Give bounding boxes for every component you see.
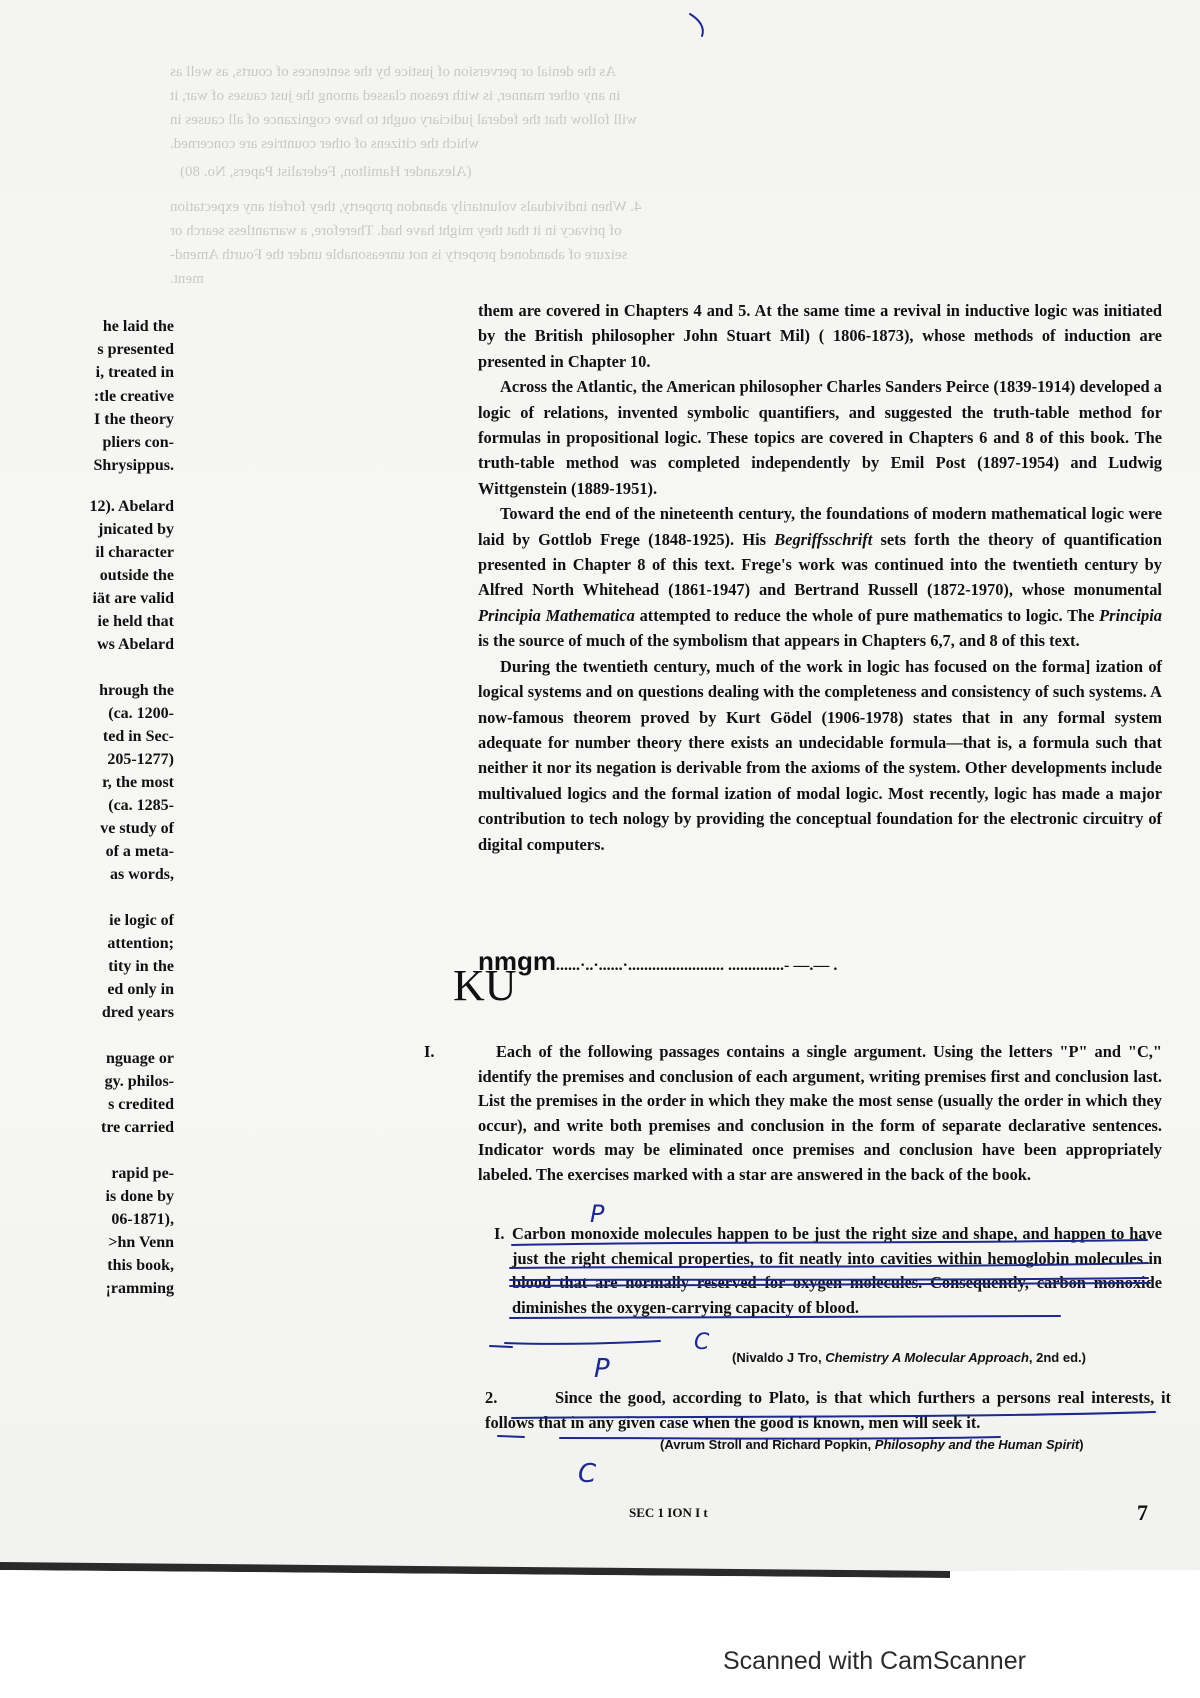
margin-fragment: :tle creative [93, 388, 174, 405]
margin-fragment: 06-1871), [111, 1211, 174, 1228]
margin-fragment: >hn Venn [108, 1234, 174, 1251]
premise-mark: P [590, 1200, 605, 1228]
section-label: SEC 1 ION I t [629, 1505, 708, 1520]
text-run: attempted to reduce the whole of pure mathematics to logic. The [634, 605, 1100, 625]
paragraph: them are covered in Chapters 4 and 5. At the same time a revival in inductive logic was initiated by the British philosopher John Stuart Mil) ( 1806-1873), whose methods of induction are presented in Chapter 10. [478, 301, 1162, 371]
citation-author: (Avrum Stroll and Richard Popkin, [660, 1437, 875, 1452]
margin-fragment: iät are valid [92, 590, 174, 607]
margin-fragment: Shrysippus. [93, 457, 174, 474]
bleed-line: which the citizens of other countries are concerned. [170, 136, 480, 152]
underline-stroke [560, 1437, 1000, 1439]
citation-title: Philosophy and the Human Spirit [874, 1437, 1080, 1452]
citation-end: , 2nd ed.) [1028, 1350, 1086, 1365]
margin-fragment: ve study of [100, 820, 174, 837]
margin-fragment: pliers con- [102, 434, 174, 451]
margin-fragment: (ca. 1200- [108, 705, 174, 722]
curve-stroke [690, 14, 703, 36]
book-title: Begriffsschrift [774, 529, 873, 549]
margin-fragment: rapid pe- [111, 1165, 174, 1182]
margin-fragment: jnicated by [98, 521, 174, 538]
exercise-intro-text: Each of the following passages contains a single argument. Using the letters "P" and "C," identify the premises and conclusion of each argument, writing premises first and conclusion last. List the premises in the order in which they make the most sense (usually the order in which they occur), and write both premises and conclusion in the form of separate declarative sentences. Indicator words may be eliminated once premises and conclusion have been appropriately labeled. The exercises marked with a star are answered in the back of the book. [478, 1042, 1162, 1184]
margin-fragment: I the theory [94, 411, 174, 428]
bleed-line: will follow that the federal judiciary ought to have cognizance of all causes in [170, 112, 637, 128]
bleed-line: (Alexander Hamilton, Federalist Papers, No. 80) [180, 164, 472, 180]
premise-mark: P [594, 1354, 610, 1384]
underline-stroke [512, 1240, 1147, 1245]
bleed-line: As the denial or perversion of justice by the sentences of courts, as well as [170, 64, 617, 80]
conclusion-mark: C [694, 1330, 710, 1355]
citation-author: (Nivaldo J Tro, [732, 1350, 826, 1365]
margin-fragment: as words, [109, 866, 174, 883]
margin-fragment: nguage or [106, 1050, 174, 1067]
book-title: Principia [1099, 605, 1163, 625]
passage-text: Since the good, according to Plato, is that which furthers a persons real interests, it follows that in any given case when the good is known, men will seek it. [485, 1388, 1171, 1432]
book-title: Principia Mathematica [478, 605, 635, 625]
margin-fragment: 205-1277) [107, 751, 174, 768]
dash-stroke [498, 1436, 524, 1437]
paragraph: Across the Atlantic, the American philosopher Charles Sanders Peirce (1839-1914) developed a logic of relations, invented symbolic quantifiers, and suggested the truth-table method for formulas in propositional logic. These topics are covered in Chapters 6 and 8 of this book. The truth-table method was completed independently by Emil Post (1897-1954) and Ludwig Wittgenstein (1889-1951). [478, 377, 1162, 498]
margin-fragment: this book, [107, 1257, 174, 1274]
margin-fragment: ed only in [107, 981, 174, 998]
underline-stroke [510, 1316, 1060, 1318]
passage-text: Carbon monoxide molecules happen to be just the right size and shape, and happen to have just the right chemical properties, to fit neatly into cavities within hemoglobin molecules in blood that are normally reserved for oxygen molecules. Consequently, carbon monoxide diminishes the oxygen-carrying capacity of blood. [512, 1224, 1162, 1317]
margin-fragment: ws Abelard [97, 636, 174, 653]
bleed-line: seizure of abandoned property is not unreasonable under the Fourth Amend- [170, 247, 628, 263]
margin-fragment: i, treated in [95, 364, 174, 381]
margin-fragment: gy. philos- [104, 1073, 174, 1090]
margin-fragment: of a meta- [105, 843, 174, 860]
margin-fragment: tre carried [101, 1119, 174, 1136]
separator-dots: ......·..·......·........................ ..............- —.— . [556, 957, 838, 974]
underline-stroke [510, 1283, 1150, 1286]
passage-number: I. [494, 1224, 505, 1243]
margin-fragment: outside the [99, 567, 174, 584]
text-run: is the source of much of the symbolism that appears in Chapters 6,7, and 8 of this text. [478, 631, 1080, 651]
margin-fragment: attention; [107, 935, 174, 952]
bleed-line: 4. When individuals voluntarily abandon property, they forfeit any expectation [170, 199, 642, 215]
margin-fragment: il character [95, 544, 174, 561]
dash-stroke [490, 1346, 512, 1347]
margin-fragment: ie held that [97, 613, 174, 630]
separator-word: nmgm [478, 946, 556, 976]
text-run: sets forth the theory of quantification presented in Chapter 8 of this text. Frege's work was continued into the twentieth century by Alfred North Whitehead (1861-1947) and Bertrand Russell (1872-1970), whose monumental [478, 529, 1162, 600]
text-run: Toward the end of the nineteenth century, the foundations of modern mathematical logic were laid by Gottlob Frege (1848-1925). His [478, 504, 1162, 549]
paragraph: During the twentieth century, much of the work in logic has focused on the forma] ization of logical systems and on questions dealing with the completeness and consistency of such systems. A now-famous theorem proved by Kurt Gödel (1906-1978) states that in any formal system adequate for number theory there exists an undecidable formula—that is, a formula such that neither it nor its negation is derivable from the axioms of the system. Other developments include multivalued logics and the formal ization of modal logic. Most recently, logic has made a major contribution to tech nology by providing the conceptual foundation for the electronic circuitry of digital computers. [478, 656, 1162, 854]
margin-fragment: hrough the [99, 682, 174, 699]
bleed-line: in any other manner, is with reason classed among the just causes of war, it [170, 88, 621, 104]
margin-fragment: (ca. 1285- [108, 797, 174, 814]
conclusion-mark: C [578, 1459, 597, 1489]
citation-end: ) [1079, 1437, 1084, 1452]
strike-stroke [510, 1278, 1148, 1280]
handwritten-mark: KU [453, 961, 517, 1010]
margin-fragment: is done by [105, 1188, 174, 1205]
underline-stroke [512, 1412, 1155, 1418]
scanner-watermark: Scanned with CamScanner [723, 1647, 1026, 1675]
exercise-number: I. [424, 1042, 435, 1061]
margin-fragment: s presented [97, 341, 174, 358]
underline-stroke [510, 1263, 1148, 1268]
margin-fragment: r, the most [102, 774, 174, 791]
margin-fragment: s credited [108, 1096, 174, 1113]
margin-fragment: 12). Abelard [89, 498, 174, 515]
margin-fragment: tity in the [108, 958, 174, 975]
margin-fragment: dred years [101, 1004, 174, 1021]
margin-fragment: ¡ramming [105, 1280, 174, 1297]
margin-fragment: ie logic of [109, 912, 174, 929]
page-edge [0, 1540, 1200, 1630]
page-number: 7 [1137, 1500, 1148, 1525]
bleed-line: of privacy in it that they might have had. Therefore, a warrantless search or [170, 223, 622, 239]
margin-fragment: ted in Sec- [102, 728, 174, 745]
bleed-line: ment. [170, 271, 204, 287]
margin-fragment: he laid the [102, 318, 174, 335]
underline-stroke [505, 1341, 660, 1344]
citation-title: Chemistry A Molecular Approach [825, 1350, 1029, 1365]
passage-number: 2. [485, 1388, 498, 1407]
